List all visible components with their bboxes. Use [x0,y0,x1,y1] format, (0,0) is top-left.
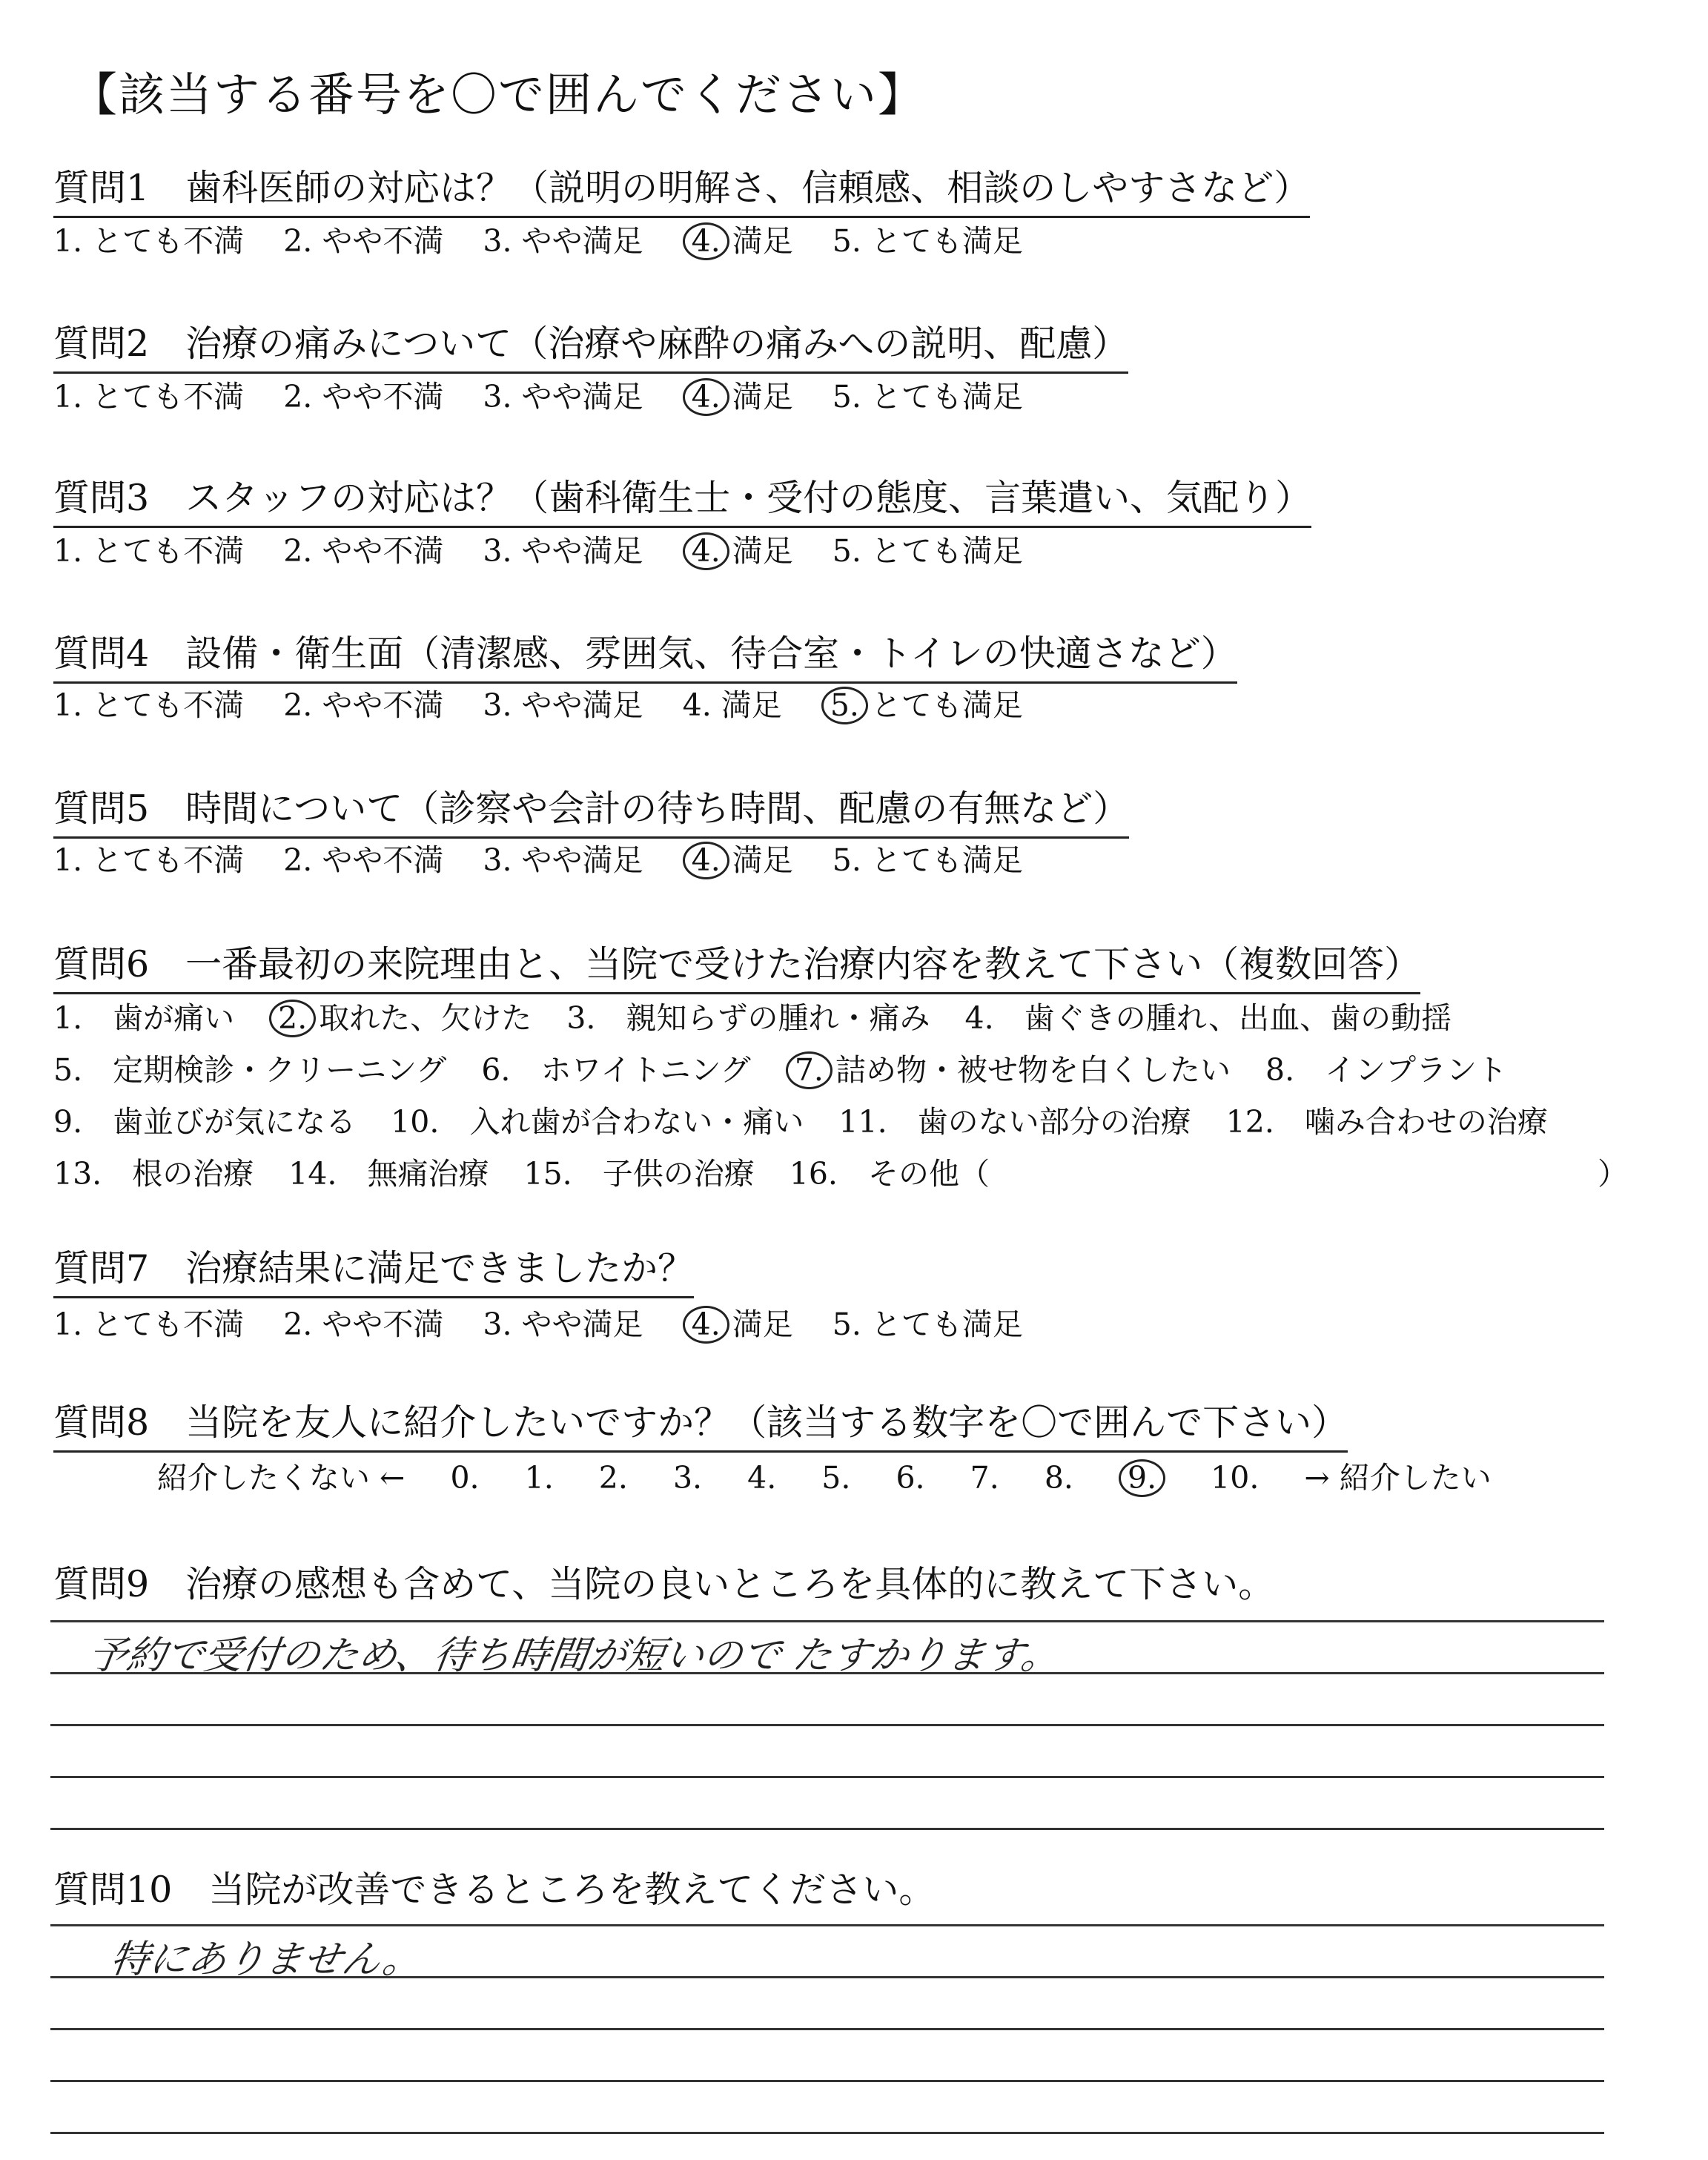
question-1-options [53,217,1053,260]
q5-option-4-selected[interactable]: 4. 満足 [683,836,793,879]
question-10-title: 質問10 当院が改善できるところを教えてください。 [53,1869,936,1911]
selected-circle: 5. [821,687,868,724]
q6-line-2 [53,1046,1532,1089]
q6-line-4 [53,1149,1015,1193]
q8-scale [157,1453,1527,1497]
answer-line [50,1976,1604,1978]
q4-option-4[interactable]: 4. 満足 [682,687,782,723]
q1-option-3[interactable]: 3. やや満足 [483,223,643,259]
answer-line [50,1924,1604,1926]
q1-option-5[interactable]: 5. とても満足 [832,223,1023,259]
q6-option-4[interactable]: 4. 歯ぐきの腫れ、出血、歯の動揺 [964,1000,1452,1036]
selected-circle: 4. [683,378,729,416]
q2-option-5[interactable]: 5. とても満足 [832,379,1023,415]
answer-line [50,1828,1604,1830]
q7-option-5[interactable]: 5. とても満足 [832,1307,1023,1342]
q8-value-0[interactable]: 0. [450,1460,480,1496]
q5-option-5[interactable]: 5. とても満足 [832,842,1023,878]
question-3-title: 質問3 スタッフの対応は？（歯科衛生士・受付の態度、言葉遣い、気配り） [53,469,1311,528]
question-7-options [53,1300,1053,1344]
q6-option-2-selected[interactable]: 2. 取れた、欠けた [269,994,532,1037]
question-5-options [53,836,1053,879]
q6-option-1[interactable]: 1. 歯が痛い [53,1000,235,1036]
q3-option-1[interactable]: 1. とても不満 [53,533,245,569]
question-3-options [53,526,1053,570]
question-4-title: 質問4 設備・衛生面（清潔感、雰囲気、待合室・トイレの快適さなど） [53,625,1237,684]
q7-option-4-selected[interactable]: 4. 満足 [683,1300,793,1344]
q6-option-12[interactable]: 12. 噛み合わせの治療 [1225,1104,1548,1140]
q6-line-1 [53,994,1477,1037]
question-7-title: 質問7 治療結果に満足できましたか？ [53,1240,694,1298]
selected-circle: 7. [786,1051,833,1089]
q5-option-1[interactable]: 1. とても不満 [53,842,245,878]
q1-option-1[interactable]: 1. とても不満 [53,223,245,259]
q2-option-1[interactable]: 1. とても不満 [53,379,245,415]
q6-line-3 [53,1097,1573,1141]
q9-handwritten-answer[interactable]: 予約で受付のため、待ち時間が短いので たすかります。 [85,1634,1063,1678]
q8-right-label: → 紹介したい [1304,1460,1492,1496]
q6-option-15[interactable]: 15. 子供の治療 [523,1156,755,1192]
q8-value-1[interactable]: 1. [524,1460,554,1496]
q2-option-4-selected[interactable]: 4. 満足 [683,372,793,416]
q6-option-11[interactable]: 11. 歯のない部分の治療 [838,1104,1191,1140]
q4-option-2[interactable]: 2. やや不満 [283,687,444,723]
q6-option-16[interactable]: 16. その他（ [789,1156,990,1192]
selected-circle: 4. [683,222,729,260]
answer-line [50,2080,1604,2082]
q8-value-5[interactable]: 5. [821,1460,851,1496]
q6-option-5[interactable]: 5. 定期検診・クリーニング [53,1052,447,1088]
selected-circle: 4. [683,532,729,570]
q8-value-6[interactable]: 6. [896,1460,925,1496]
form-title: 【該当する番号を〇で囲んでください】 [71,67,926,122]
question-1-title: 質問1 歯科医師の対応は？（説明の明解さ、信頼感、相談のしやすさなど） [53,159,1310,218]
q7-option-1[interactable]: 1. とても不満 [53,1307,245,1342]
q8-value-8[interactable]: 8. [1044,1460,1073,1496]
q3-option-3[interactable]: 3. やや満足 [483,533,643,569]
question-2-title: 質問2 治療の痛みについて（治療や麻酔の痛みへの説明、配慮） [53,315,1128,374]
q6-option-9[interactable]: 9. 歯並びが気になる [53,1104,357,1140]
q8-value-10[interactable]: 10. [1211,1460,1260,1496]
q10-handwritten-answer[interactable]: 特にありません。 [107,1938,425,1982]
q7-option-3[interactable]: 3. やや満足 [483,1307,643,1342]
answer-line [50,1724,1604,1726]
q6-option-8[interactable]: 8. インプラント [1265,1052,1508,1088]
q3-option-2[interactable]: 2. やや不満 [283,533,444,569]
q8-value-4[interactable]: 4. [747,1460,777,1496]
answer-line [50,1620,1604,1622]
q1-option-2[interactable]: 2. やや不満 [283,223,444,259]
q2-option-3[interactable]: 3. やや満足 [483,379,643,415]
q8-value-2[interactable]: 2. [598,1460,628,1496]
q3-option-5[interactable]: 5. とても満足 [832,533,1023,569]
q8-value-9-selected[interactable]: 9. [1119,1459,1165,1497]
question-9-title: 質問9 治療の感想も含めて、当院の良いところを具体的に教えて下さい。 [53,1563,1275,1605]
q6-option-6[interactable]: 6. ホワイトニング [481,1052,751,1088]
q6-other-close-paren: ） [1598,1156,1628,1192]
q4-option-1[interactable]: 1. とても不満 [53,687,245,723]
selected-circle: 2. [269,1000,316,1037]
q4-option-3[interactable]: 3. やや満足 [483,687,643,723]
question-8-title: 質問8 当院を友人に紹介したいですか？（該当する数字を〇で囲んで下さい） [53,1394,1348,1453]
q6-option-3[interactable]: 3. 親知らずの腫れ・痛み [566,1000,930,1036]
question-2-options [53,372,1053,416]
q6-option-13[interactable]: 13. 根の治療 [53,1156,254,1192]
q6-option-7-selected[interactable]: 7. 詰め物・被せ物を白くしたい [786,1046,1231,1089]
q1-option-4-selected[interactable]: 4. 満足 [683,217,793,260]
q5-option-2[interactable]: 2. やや不満 [283,842,444,878]
selected-circle: 4. [683,842,729,879]
q7-option-2[interactable]: 2. やや不満 [283,1307,444,1342]
q5-option-3[interactable]: 3. やや満足 [483,842,643,878]
q6-option-10[interactable]: 10. 入れ歯が合わない・痛い [391,1104,804,1140]
q8-value-7[interactable]: 7. [970,1460,999,1496]
answer-line [50,2132,1604,2134]
q8-value-3[interactable]: 3. [672,1460,703,1496]
q4-option-5-selected[interactable]: 5. とても満足 [821,681,1023,724]
question-6-title: 質問6 一番最初の来院理由と、当院で受けた治療内容を教えて下さい（複数回答） [53,936,1420,994]
q6-option-14[interactable]: 14. 無痛治療 [288,1156,489,1192]
question-4-options [53,681,1053,724]
q8-left-label: 紹介したくない ← [157,1460,406,1496]
answer-line [50,1776,1604,1778]
question-5-title: 質問5 時間について（診察や会計の待ち時間、配慮の有無など） [53,780,1129,839]
q2-option-2[interactable]: 2. やや不満 [283,379,444,415]
q3-option-4-selected[interactable]: 4. 満足 [683,526,793,570]
selected-circle: 4. [683,1306,729,1344]
answer-line [50,2028,1604,2030]
answer-line [50,1672,1604,1674]
